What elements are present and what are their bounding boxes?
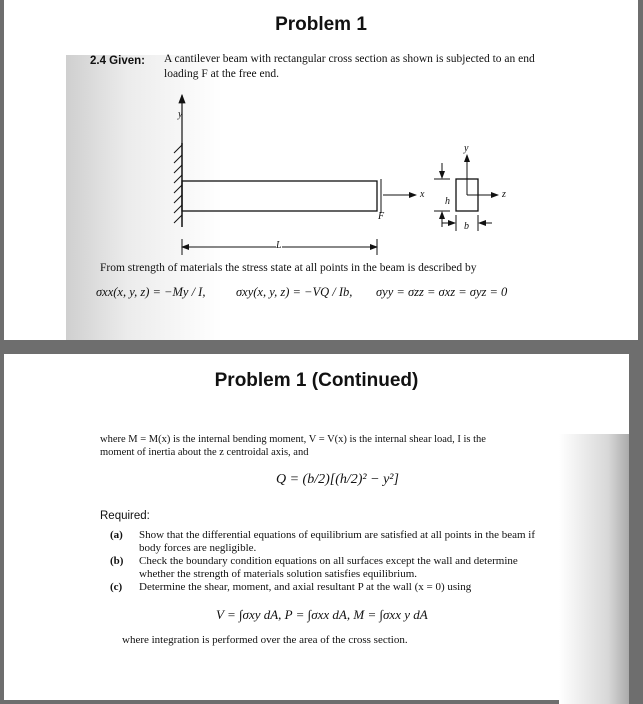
page-shadow bbox=[559, 434, 629, 704]
problem-title: Problem 1 (Continued) bbox=[214, 370, 419, 391]
problem-1-panel bbox=[4, 0, 638, 340]
item-tag: (b) bbox=[110, 555, 124, 567]
section-y-label: y bbox=[464, 143, 469, 154]
item-text: whether the strength of materials solution satisfies equilibrium. bbox=[139, 568, 417, 580]
h-label: h bbox=[445, 196, 450, 207]
scanned-page bbox=[66, 55, 586, 340]
length-label: L bbox=[276, 240, 282, 251]
z-axis-label: z bbox=[502, 189, 506, 200]
sigma-xx-equation: σxx(x, y, z) = −My / I, bbox=[96, 285, 206, 299]
where-text: moment of inertia about the z centroidal axis, and bbox=[100, 447, 309, 458]
b-label: b bbox=[464, 221, 469, 232]
y-axis-label: y bbox=[178, 109, 183, 120]
sigma-xy-equation: σxy(x, y, z) = −VQ / Ib, bbox=[236, 285, 353, 299]
item-text: Determine the shear, moment, and axial resultant P at the wall (x = 0) using bbox=[139, 581, 472, 593]
required-heading: Required: bbox=[100, 510, 150, 522]
integral-equations: V = ∫σxy dA, P = ∫σxx dA, M = ∫σxx y dA bbox=[216, 607, 428, 622]
given-text: A cantilever beam with rectangular cross section as shown is subjected to an end bbox=[164, 53, 535, 65]
cantilever-beam-figure bbox=[66, 55, 586, 255]
stress-intro: From strength of materials the stress state at all points in the beam is described by bbox=[100, 262, 477, 274]
item-text: body forces are negligible. bbox=[139, 542, 257, 554]
item-text: Check the boundary condition equations on all surfaces except the wall and determine bbox=[139, 555, 518, 567]
zero-stress-equation: σyy = σzz = σxz = σyz = 0 bbox=[376, 285, 508, 299]
closing-text: where integration is performed over the area of the cross section. bbox=[122, 634, 408, 646]
given-label: 2.4 Given: bbox=[90, 55, 145, 67]
problem-title: Problem 1 bbox=[275, 14, 367, 35]
q-equation: Q = (b/2)[(h/2)² − y²] bbox=[276, 472, 399, 487]
problem-1-continued-panel bbox=[4, 354, 629, 700]
given-text: loading F at the free end. bbox=[164, 68, 279, 80]
where-text: where M = M(x) is the internal bending moment, V = V(x) is the internal shear load, I is the bbox=[100, 434, 486, 445]
force-label: F bbox=[378, 211, 385, 222]
item-tag: (c) bbox=[110, 581, 123, 593]
item-text: Show that the differential equations of equilibrium are satisfied at all points in the beam if bbox=[139, 529, 535, 541]
x-axis-label: x bbox=[420, 189, 425, 200]
item-tag: (a) bbox=[110, 529, 123, 541]
